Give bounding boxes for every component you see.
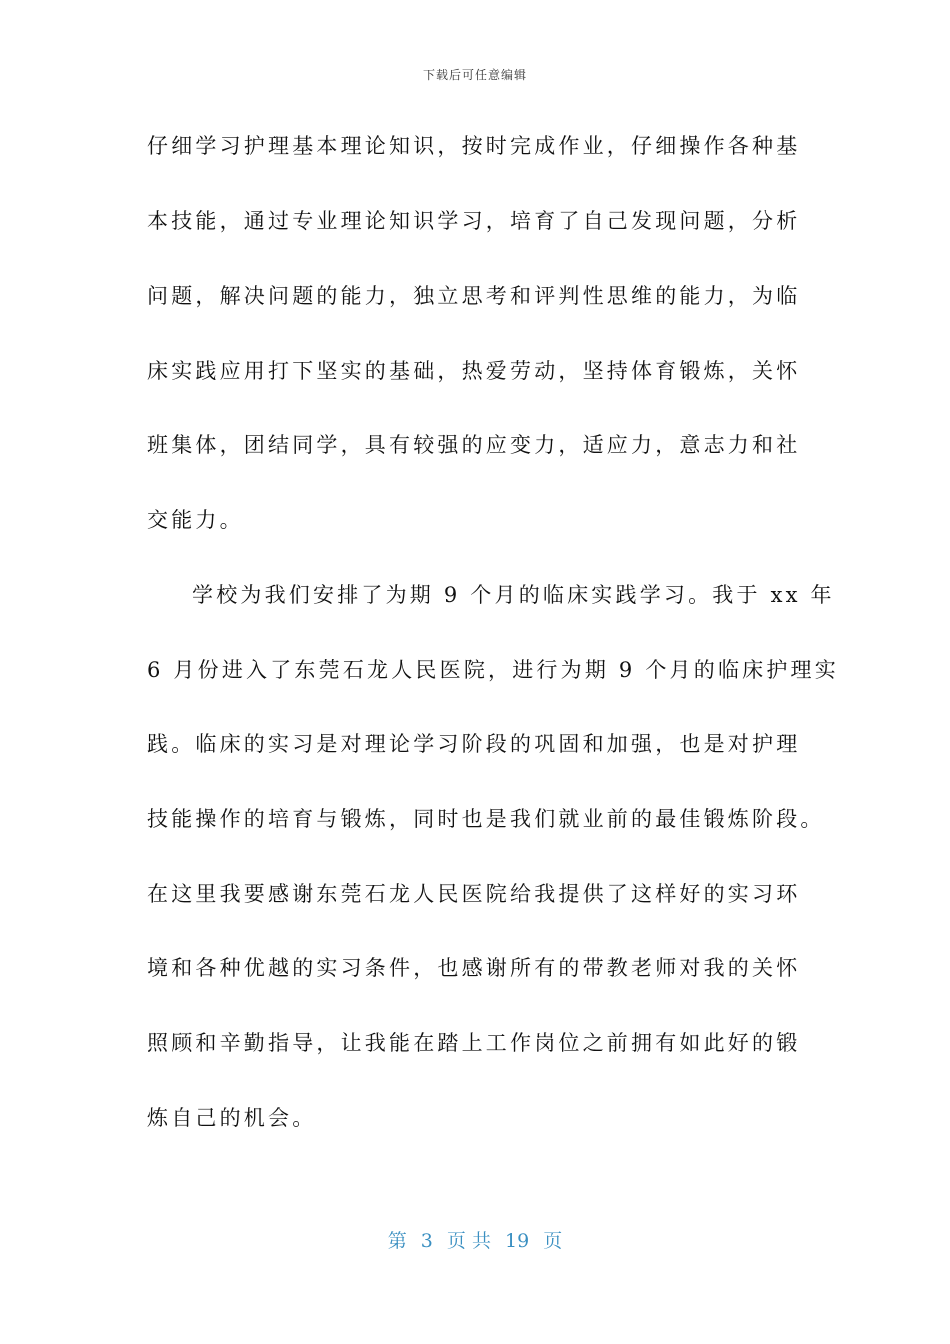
footer-suffix: 页 (543, 1230, 563, 1252)
page-header: 下载后可任意编辑 (422, 68, 527, 82)
paragraph-2-line-8: 炼自己的机会。 (147, 1106, 317, 1130)
paragraph-1-line-1: 仔细学习护理基本理论知识，按时完成作业，仔细操作各种基 (147, 134, 801, 158)
footer-current-page: 3 (420, 1230, 433, 1252)
page-footer (0, 1226, 950, 1253)
paragraph-1-line-4: 床实践应用打下坚实的基础，热爱劳动，坚持体育锻炼，关怀 (147, 359, 801, 383)
paragraph-2-line-5: 在这里我要感谢东莞石龙人民医院给我提供了这样好的实习环 (147, 882, 801, 906)
paragraph-1-line-2: 本技能，通过专业理论知识学习，培育了自己发现问题，分析 (147, 209, 801, 233)
paragraph-2-line-7: 照顾和辛勤指导，让我能在踏上工作岗位之前拥有如此好的锻 (147, 1031, 801, 1055)
paragraph-2-line-1: 学校为我们安排了为期 9 个月的临床实践学习。我于 xx 年 (192, 583, 835, 607)
paragraph-1-line-5: 班集体，团结同学，具有较强的应变力，适应力，意志力和社 (147, 433, 801, 457)
footer-prefix: 第 (387, 1230, 407, 1252)
paragraph-2-line-2: 6 月份进入了东莞石龙人民医院，进行为期 9 个月的临床护理实 (147, 658, 839, 682)
footer-middle: 页 共 (446, 1230, 491, 1252)
paragraph-2-line-4: 技能操作的培育与锻炼，同时也是我们就业前的最佳锻炼阶段。 (147, 807, 825, 831)
paragraph-2-line-6: 境和各种优越的实习条件，也感谢所有的带教老师对我的关怀 (147, 956, 801, 980)
paragraph-1-line-3: 问题，解决问题的能力，独立思考和评判性思维的能力，为临 (147, 284, 801, 308)
paragraph-1-line-6: 交能力。 (147, 508, 244, 532)
footer-total-pages: 19 (505, 1230, 530, 1252)
paragraph-2-line-3: 践。临床的实习是对理论学习阶段的巩固和加强，也是对护理 (147, 732, 801, 756)
